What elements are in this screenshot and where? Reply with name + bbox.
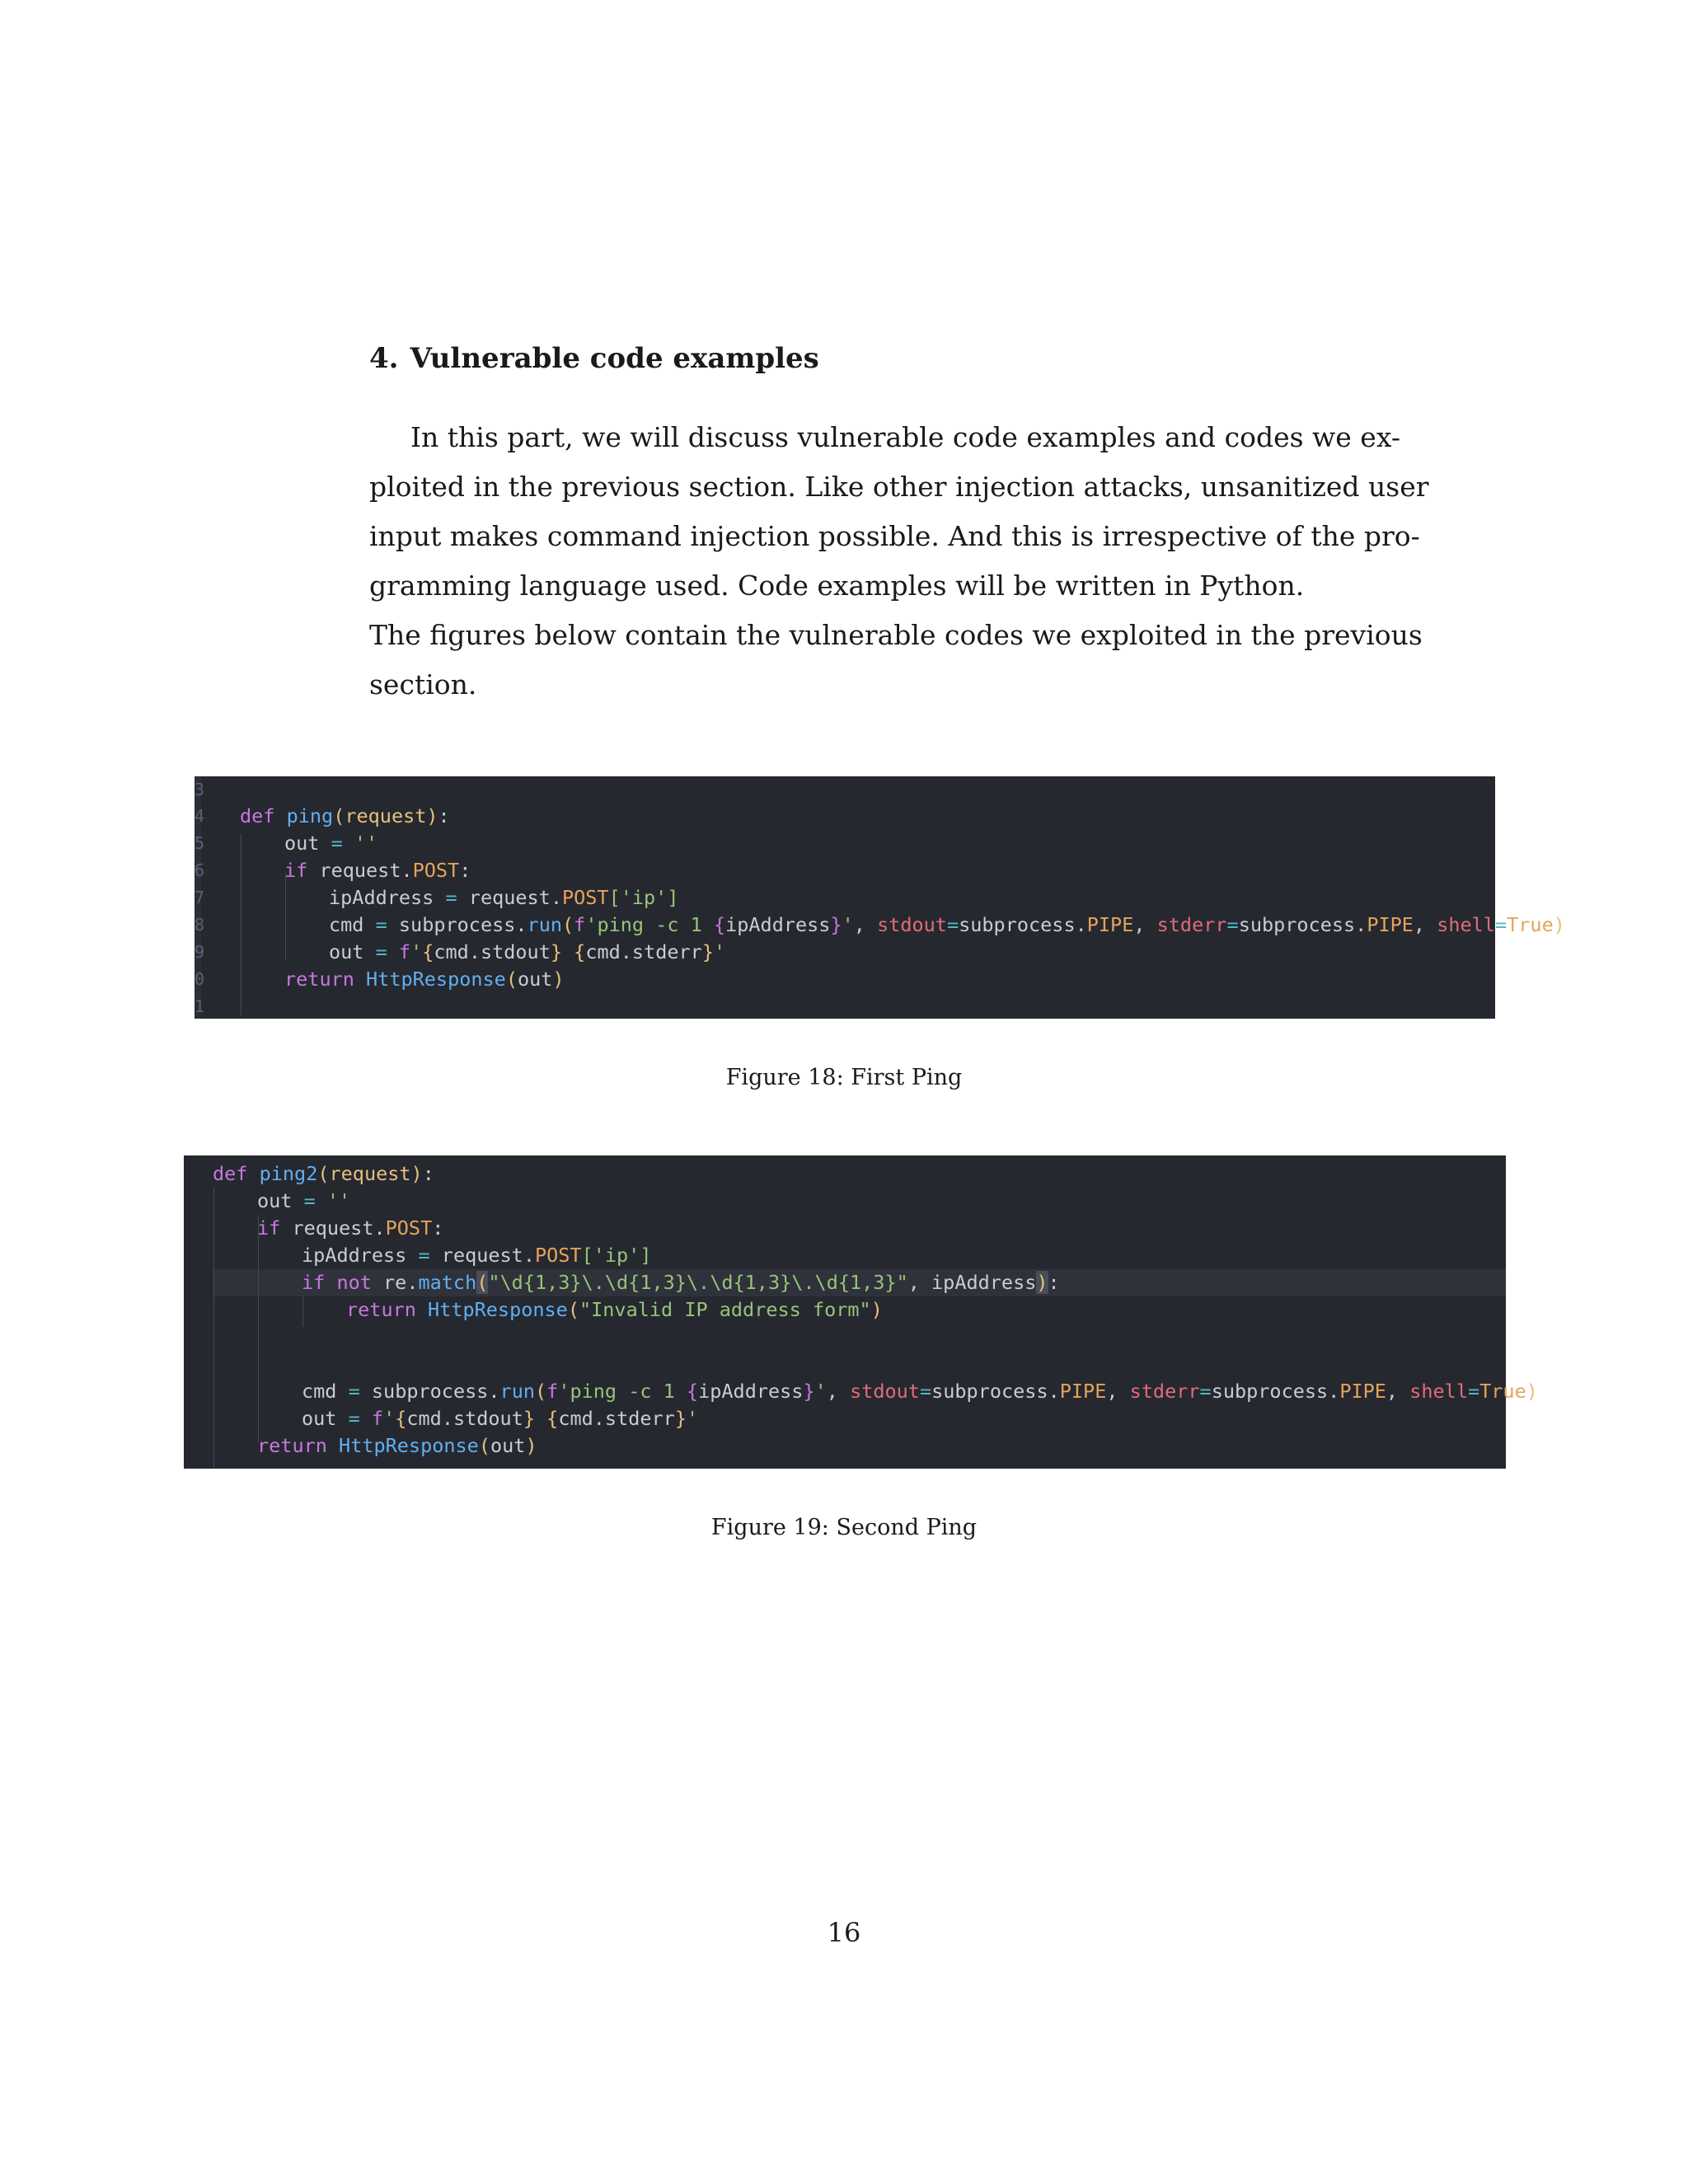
keyword-arg: shell [1409, 1380, 1468, 1403]
code-line [184, 1405, 1506, 1432]
code-text: cmd.stdout [406, 1407, 523, 1430]
keyword-arg: stdout [877, 913, 947, 936]
bracket: } [674, 1407, 687, 1430]
line-number: 3 [195, 780, 205, 799]
code-line [184, 1242, 1506, 1269]
bracket: { [395, 1407, 407, 1430]
bracket: { [422, 940, 434, 963]
keyword: def [240, 804, 275, 827]
constant: PIPE [1339, 1380, 1386, 1403]
code-text: subprocess. [959, 913, 1087, 936]
keyword-arg: stderr [1156, 913, 1227, 936]
string: 'ping -c 1 [585, 913, 714, 936]
string: ' [713, 940, 726, 963]
keyword: f [546, 1380, 559, 1403]
function-name: run [499, 1380, 535, 1403]
operator: = [363, 913, 399, 936]
bracket: { [574, 940, 586, 963]
code-text: , [826, 1380, 851, 1403]
code-text: cmd [329, 913, 364, 936]
bracket: ( [567, 1298, 579, 1321]
string: ' [842, 913, 854, 936]
code-line [184, 1188, 1506, 1215]
keyword-arg: stdout [850, 1380, 920, 1403]
code-text: out [257, 1189, 293, 1212]
string: ' [686, 1407, 699, 1430]
code-text: request. [468, 886, 562, 909]
code-text: : [459, 859, 471, 882]
code-line [184, 1296, 1506, 1324]
constant: POST [534, 1244, 582, 1267]
code-text: , [1133, 913, 1157, 936]
params: (request) [317, 1162, 423, 1185]
bracket: ( [505, 968, 518, 991]
code-line [195, 912, 1565, 939]
code-text: cmd.stderr [558, 1407, 675, 1430]
code-text: out [302, 1407, 337, 1430]
code-text: cmd.stderr [585, 940, 702, 963]
code-text: out [329, 940, 364, 963]
bracket: ) [552, 968, 565, 991]
figure-18-code-screenshot [195, 776, 1565, 1019]
keyword: if [257, 1216, 281, 1240]
string: "\d{1,3}\.\d{1,3}\.\d{1,3}\.\d{1,3}" [488, 1271, 908, 1294]
line-number: 5 [195, 833, 205, 853]
operator: = [363, 940, 399, 963]
line-number: 6 [195, 860, 205, 880]
code-line [184, 1215, 1506, 1242]
string: '' [354, 832, 378, 855]
bracket: { [686, 1380, 699, 1403]
code-text: out [490, 1434, 526, 1457]
bracket: ) [1553, 913, 1565, 936]
code-text: out [284, 832, 320, 855]
operator: = [336, 1380, 372, 1403]
code-text: subprocess. [931, 1380, 1060, 1403]
operator: = [336, 1407, 372, 1430]
constant: POST [412, 859, 460, 882]
operator: = [1494, 913, 1507, 936]
function-name: ping2 [259, 1162, 318, 1185]
keyword: def [213, 1162, 248, 1185]
keyword: if [284, 859, 308, 882]
section-title: Vulnerable code examples [410, 342, 819, 375]
code-text: ipAddress [329, 886, 434, 909]
code-text: , [1386, 1380, 1410, 1403]
keyword: not [325, 1271, 372, 1294]
bracket: ) [1526, 1380, 1538, 1403]
keyword: return [284, 968, 354, 991]
code-text: : [1048, 1271, 1060, 1294]
bracket: ( [478, 1434, 490, 1457]
paragraph-line: gramming language used. Code examples will be written in Python. [369, 569, 1305, 602]
bracket: ) [525, 1434, 537, 1457]
figure-19-caption: Figure 19: Second Ping [710, 1515, 978, 1540]
function-name: match [418, 1271, 477, 1294]
string: ' [410, 940, 423, 963]
code-text: re. [371, 1271, 419, 1294]
operator: = [319, 832, 354, 855]
code-line [195, 803, 1495, 830]
code-line [195, 830, 1495, 857]
code-line [195, 884, 1495, 912]
params: (request) [333, 804, 438, 827]
line-number: 9 [195, 942, 205, 962]
string: ' [383, 1407, 396, 1430]
figure-19-code-screenshot [184, 1155, 1538, 1469]
code-text: , ipAddress [907, 1271, 1037, 1294]
line-number: 1 [195, 996, 205, 1016]
paragraph-line: ploited in the previous section. Like other injection attacks, unsanitized user [369, 471, 1429, 503]
code-text: out [517, 968, 553, 991]
bracket: ( [535, 1380, 547, 1403]
code-line [195, 993, 1495, 1020]
code-text: subprocess. [371, 1380, 500, 1403]
code-text: subprocess. [1211, 1380, 1340, 1403]
string: "Invalid IP address form" [579, 1298, 871, 1321]
code-text: , [853, 913, 878, 936]
constant: POST [561, 886, 609, 909]
keyword: f [574, 913, 586, 936]
bracket: ( [476, 1271, 489, 1294]
paragraph-line: The figures below contain the vulnerable codes we exploited in the previous [369, 619, 1423, 651]
keyword: f [398, 940, 411, 963]
string: ' [814, 1380, 827, 1403]
function-name: HttpResponse [428, 1298, 568, 1321]
code-line [195, 966, 1495, 993]
code-text: cmd [302, 1380, 337, 1403]
string: ['ip'] [581, 1244, 652, 1267]
keyword: f [371, 1407, 384, 1430]
function-name: HttpResponse [339, 1434, 479, 1457]
keyword-arg: shell [1437, 913, 1495, 936]
code-text: subprocess. [398, 913, 528, 936]
operator: = [406, 1244, 442, 1267]
page-number: 16 [827, 1917, 861, 1948]
line-number: 4 [195, 806, 205, 826]
section-number: 4. [369, 342, 399, 375]
constant: POST [385, 1216, 433, 1240]
line-number: 8 [195, 915, 205, 935]
constant: PIPE [1367, 913, 1414, 936]
bracket: } [803, 1380, 815, 1403]
code-line [184, 1269, 1506, 1296]
constant: PIPE [1086, 913, 1134, 936]
constant: PIPE [1059, 1380, 1107, 1403]
keyword: if [302, 1271, 326, 1294]
code-text: subprocess. [1238, 913, 1367, 936]
operator: = [434, 886, 469, 909]
section-heading [369, 342, 819, 375]
string: '' [326, 1189, 351, 1212]
bracket: ) [1036, 1271, 1048, 1294]
bracket: } [830, 913, 842, 936]
operator: = [1226, 913, 1239, 936]
keyword-arg: stderr [1129, 1380, 1200, 1403]
bracket: { [713, 913, 726, 936]
code-text: request. [441, 1244, 535, 1267]
bracket: } [701, 940, 714, 963]
bracket: ( [562, 913, 574, 936]
code-text: ipAddress [725, 913, 831, 936]
code-text: : [432, 1216, 444, 1240]
string [562, 940, 574, 963]
string: 'ping -c 1 [558, 1380, 687, 1403]
code-text: cmd.stdout [434, 940, 551, 963]
operator: = [919, 1380, 932, 1403]
line-number: 7 [195, 888, 205, 907]
code-line [195, 857, 1495, 884]
operator: = [1199, 1380, 1212, 1403]
function-name: ping [286, 804, 334, 827]
paragraph-line: In this part, we will discuss vulnerable code examples and codes we ex- [410, 421, 1401, 453]
constant: True [1479, 1380, 1526, 1403]
string [535, 1407, 546, 1430]
function-name: HttpResponse [366, 968, 506, 991]
paragraph-line: section. [369, 668, 477, 701]
figures-intro-paragraph [369, 611, 1423, 710]
figure-18-caption: Figure 18: First Ping [725, 1065, 963, 1090]
paragraph-line: input makes command injection possible. And this is irrespective of the pro- [369, 520, 1420, 552]
code-line [184, 1160, 1506, 1188]
operator: = [946, 913, 959, 936]
code-text: request. [307, 859, 413, 882]
operator: = [292, 1189, 327, 1212]
code-line [195, 776, 1495, 804]
code-text: : [438, 804, 450, 827]
line-number: 0 [195, 969, 205, 989]
operator: = [1467, 1380, 1480, 1403]
code-line [184, 1432, 1506, 1460]
function-name: run [527, 913, 562, 936]
code-text: , [1413, 913, 1437, 936]
constant: True [1507, 913, 1554, 936]
code-text: : [422, 1162, 434, 1185]
bracket: { [546, 1407, 559, 1430]
keyword: return [257, 1434, 327, 1457]
code-text: , [1106, 1380, 1130, 1403]
code-text: ipAddress [302, 1244, 407, 1267]
code-line [184, 1378, 1538, 1405]
keyword: return [346, 1298, 416, 1321]
code-text: ipAddress [698, 1380, 804, 1403]
bracket: } [550, 940, 563, 963]
intro-paragraph [369, 413, 1429, 611]
bracket: } [523, 1407, 536, 1430]
code-line [195, 939, 1495, 966]
string: ['ip'] [608, 886, 679, 909]
code-text: request. [280, 1216, 386, 1240]
bracket: ) [870, 1298, 883, 1321]
